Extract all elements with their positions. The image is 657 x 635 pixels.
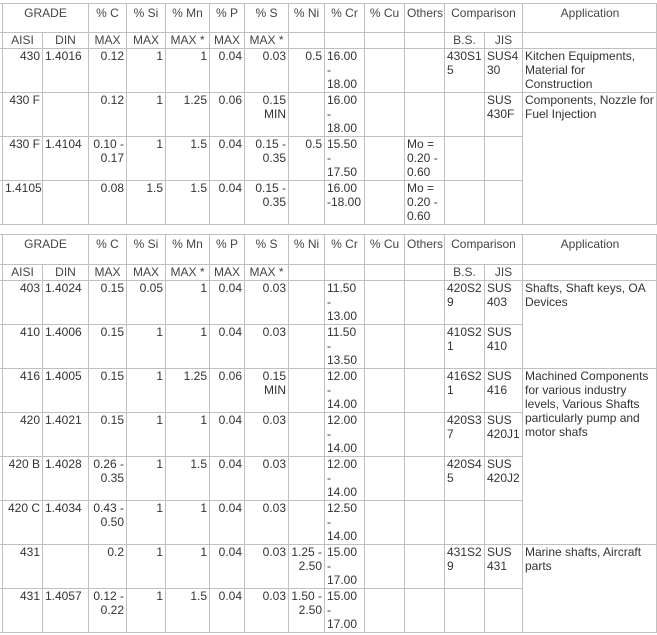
ferritic-cell-din: 1.4104 xyxy=(45,137,82,151)
ferritic-cell-din xyxy=(42,92,88,136)
subheader-cell xyxy=(288,32,324,48)
martensitic-cell-cu xyxy=(364,588,404,632)
grid-line xyxy=(209,234,210,633)
martensitic-cell-cr: 12.00 - 14.00 xyxy=(327,457,358,499)
martensitic-cell-others xyxy=(404,588,444,632)
martensitic-cell-cu xyxy=(364,412,404,456)
martensitic-cell-cu xyxy=(364,280,404,324)
ferritic-cell-cr: 15.50 - 17.50 xyxy=(327,137,358,179)
martensitic-cell-s: 0.15 MIN xyxy=(262,369,286,397)
subheader-cell: MAX xyxy=(94,33,121,47)
grid-line xyxy=(244,234,245,633)
ferritic-cell-c: 0.08 xyxy=(100,181,124,195)
header-p: % P xyxy=(215,6,238,20)
grid-line xyxy=(42,32,43,225)
martensitic-cell-others xyxy=(404,456,444,500)
grid-line xyxy=(42,264,43,633)
martensitic-cell-others xyxy=(404,544,444,588)
martensitic-cell-s: 0.03 xyxy=(262,413,286,427)
subheader-cell xyxy=(522,264,657,280)
martensitic-cell-din xyxy=(42,544,88,588)
ferritic-cell-p: 0.04 xyxy=(218,137,242,151)
ferritic-cell-bs xyxy=(444,136,484,180)
subheader-cell xyxy=(364,32,404,48)
martensitic-cell-cr: 12.00 - 14.00 xyxy=(327,413,358,455)
header-s: % S xyxy=(255,237,278,251)
martensitic-cell-p: 0.04 xyxy=(218,413,242,427)
ferritic-cell-si: 1 xyxy=(156,49,163,63)
martensitic-cell-cr: 11.50 - 13.00 xyxy=(327,281,358,323)
martensitic-application: Shafts, Shaft keys, OA Devices xyxy=(525,281,646,309)
ferritic-cell-others: Mo = 0.20 - 0.60 xyxy=(407,137,438,179)
header-application: Application xyxy=(560,237,620,251)
martensitic-cell-ni xyxy=(288,500,324,544)
ferritic-cell-jis xyxy=(484,136,522,180)
header-application: Application xyxy=(560,6,620,20)
header-comparison: Comparison xyxy=(451,6,516,20)
header-others: Others xyxy=(407,237,444,251)
ferritic-cell-aisi: 430 F xyxy=(9,137,40,151)
martensitic-cell-din: 1.4034 xyxy=(45,501,82,515)
martensitic-cell-aisi: 420 C xyxy=(7,501,40,515)
martensitic-cell-si: 1 xyxy=(156,457,163,471)
martensitic-cell-p: 0.06 xyxy=(218,369,242,383)
header-mn: % Mn xyxy=(172,237,203,251)
ferritic-cell-cr: 16.00 - 18.00 xyxy=(327,49,358,91)
martensitic-cell-jis xyxy=(484,588,522,632)
grid-line xyxy=(88,234,89,633)
grid-line xyxy=(165,3,166,225)
martensitic-cell-mn: 1.5 xyxy=(190,589,207,603)
martensitic-cell-mn: 1 xyxy=(200,413,207,427)
ferritic-cell-p: 0.06 xyxy=(218,93,242,107)
martensitic-cell-jis xyxy=(484,500,522,544)
subheader-cell xyxy=(364,264,404,280)
ferritic-cell-others xyxy=(404,92,444,136)
martensitic-application: Machined Components for various industry levels, Various Shafts particularly pump and motor shafs xyxy=(525,369,649,439)
martensitic-cell-bs: 420S29 xyxy=(447,281,482,309)
martensitic-cell-bs: 420S37 xyxy=(447,413,482,441)
martensitic-cell-p: 0.04 xyxy=(218,457,242,471)
martensitic-cell-mn: 1 xyxy=(200,281,207,295)
ferritic-cell-cr: 16.00 -18.00 xyxy=(327,181,362,209)
martensitic-cell-ni xyxy=(288,280,324,324)
subheader-cell: MAX xyxy=(213,33,240,47)
header-others: Others xyxy=(407,6,444,20)
martensitic-cell-p: 0.04 xyxy=(218,545,242,559)
ferritic-cell-din xyxy=(42,180,88,224)
subheader-cell: MAX xyxy=(132,33,159,47)
grid-line xyxy=(484,32,485,225)
ferritic-cell-ni xyxy=(288,92,324,136)
ferritic-cell-p: 0.04 xyxy=(218,181,242,195)
martensitic-cell-aisi: 420 B xyxy=(8,457,40,471)
grid-line xyxy=(0,280,657,281)
martensitic-cell-si: 0.05 xyxy=(139,281,163,295)
subheader-cell: MAX xyxy=(132,265,159,279)
ferritic-cell-mn: 1.5 xyxy=(190,137,207,151)
ferritic-cell-mn: 1.25 xyxy=(183,93,207,107)
header-mn: % Mn xyxy=(172,6,203,20)
martensitic-cell-din: 1.4024 xyxy=(45,281,82,295)
header-comparison: Comparison xyxy=(451,237,516,251)
martensitic-cell-jis: SUS 403 xyxy=(487,281,512,309)
header-cu: % Cu xyxy=(369,237,400,251)
ferritic-application: Components, Nozzle for Fuel Injection xyxy=(525,93,654,121)
ferritic-cell-s: 0.15 - 0.35 xyxy=(255,181,286,209)
martensitic-cell-aisi: 431 xyxy=(19,589,40,603)
ferritic-cell-s: 0.15 - 0.35 xyxy=(255,137,286,165)
martensitic-cell-aisi: 416 xyxy=(19,369,40,383)
ferritic-cell-s: 0.15 MIN xyxy=(262,93,286,121)
martensitic-cell-bs xyxy=(444,588,484,632)
ferritic-cell-c: 0.12 xyxy=(100,93,124,107)
martensitic-cell-c: 0.12 - 0.22 xyxy=(93,589,124,617)
grid-line xyxy=(522,3,523,225)
subheader-cell: JIS xyxy=(494,33,513,47)
subheader-cell: B.S. xyxy=(453,33,476,47)
ferritic-cell-si: 1.5 xyxy=(146,181,163,195)
martensitic-cell-aisi: 420 xyxy=(19,413,40,427)
ferritic-cell-cu xyxy=(364,180,404,224)
grid-line xyxy=(0,32,657,33)
martensitic-cell-si: 1 xyxy=(156,589,163,603)
martensitic-cell-mn: 1 xyxy=(200,501,207,515)
ferritic-cell-si: 1 xyxy=(156,93,163,107)
header-cr: % Cr xyxy=(331,6,358,20)
martensitic-application: Marine shafts, Aircraft parts xyxy=(525,545,642,573)
martensitic-cell-s: 0.03 xyxy=(262,589,286,603)
grid-line xyxy=(522,632,657,633)
header-s: % S xyxy=(255,6,278,20)
martensitic-cell-bs: 420S45 xyxy=(447,457,482,485)
ferritic-cell-cr: 16.00 - 18.00 xyxy=(327,93,358,135)
martensitic-cell-others xyxy=(404,412,444,456)
ferritic-cell-others: Mo = 0.20 - 0.60 xyxy=(407,181,438,223)
header-ni: % Ni xyxy=(293,6,320,20)
martensitic-cell-din: 1.4005 xyxy=(45,369,82,383)
martensitic-cell-mn: 1 xyxy=(200,545,207,559)
martensitic-cell-cu xyxy=(364,368,404,412)
grid-line xyxy=(2,234,3,633)
martensitic-cell-aisi: 410 xyxy=(19,325,40,339)
grid-line xyxy=(0,264,657,265)
grid-line xyxy=(404,234,405,633)
grid-line xyxy=(209,3,210,225)
martensitic-cell-c: 0.2 xyxy=(107,545,124,559)
martensitic-cell-jis: SUS 410 xyxy=(487,325,512,353)
martensitic-cell-bs: 410S21 xyxy=(447,325,482,353)
subheader-cell: MAX xyxy=(94,265,121,279)
martensitic-cell-si: 1 xyxy=(156,501,163,515)
martensitic-cell-s: 0.03 xyxy=(262,281,286,295)
grid-line xyxy=(522,92,657,93)
grid-line xyxy=(0,48,657,49)
ferritic-cell-aisi: 1.4105 xyxy=(5,181,42,195)
martensitic-cell-si: 1 xyxy=(156,325,163,339)
ferritic-cell-bs xyxy=(444,92,484,136)
martensitic-cell-din: 1.4057 xyxy=(45,589,82,603)
header-grade: GRADE xyxy=(24,237,67,251)
subheader-cell: MAX xyxy=(213,265,240,279)
ferritic-cell-s: 0.03 xyxy=(262,49,286,63)
grid-line xyxy=(444,3,445,225)
ferritic-cell-jis xyxy=(484,180,522,224)
header-c: % C xyxy=(96,6,119,20)
header-si: % Si xyxy=(133,237,159,251)
subheader-cell: DIN xyxy=(55,265,76,279)
martensitic-cell-si: 1 xyxy=(156,369,163,383)
martensitic-cell-bs: 431S29 xyxy=(447,545,482,573)
martensitic-cell-jis: SUS 416 xyxy=(487,369,512,397)
martensitic-cell-c: 0.43 - 0.50 xyxy=(93,501,124,529)
martensitic-cell-ni: 1.50 - 2.50 xyxy=(291,589,322,617)
header-grade: GRADE xyxy=(24,6,67,20)
martensitic-cell-ni xyxy=(288,368,324,412)
martensitic-cell-din: 1.4006 xyxy=(45,325,82,339)
ferritic-cell-mn: 1.5 xyxy=(190,181,207,195)
ferritic-cell-cu xyxy=(364,136,404,180)
martensitic-cell-p: 0.04 xyxy=(218,501,242,515)
martensitic-cell-cu xyxy=(364,324,404,368)
subheader-cell: AISI xyxy=(11,265,34,279)
subheader-cell: AISI xyxy=(11,33,34,47)
martensitic-cell-jis: SUS 420J2 xyxy=(487,457,520,485)
martensitic-cell-si: 1 xyxy=(156,413,163,427)
grid-line xyxy=(364,234,365,633)
header-c: % C xyxy=(96,237,119,251)
grid-line xyxy=(288,234,289,633)
grid-line xyxy=(404,3,405,225)
ferritic-cell-bs xyxy=(444,180,484,224)
martensitic-cell-din: 1.4028 xyxy=(45,457,82,471)
subheader-cell: MAX * xyxy=(249,265,284,279)
ferritic-cell-cu xyxy=(364,92,404,136)
ferritic-cell-others xyxy=(404,48,444,92)
martensitic-cell-mn: 1.5 xyxy=(190,457,207,471)
martensitic-cell-cr: 12.50 - 14.00 xyxy=(327,501,358,543)
martensitic-cell-p: 0.04 xyxy=(218,325,242,339)
martensitic-cell-others xyxy=(404,500,444,544)
subheader-cell xyxy=(522,32,657,48)
ferritic-cell-jis: SUS 430F xyxy=(487,93,515,121)
martensitic-cell-s: 0.03 xyxy=(262,457,286,471)
martensitic-cell-p: 0.04 xyxy=(218,281,242,295)
martensitic-cell-c: 0.15 xyxy=(100,325,124,339)
martensitic-cell-bs: 416S21 xyxy=(447,369,482,397)
martensitic-cell-jis: SUS 431 xyxy=(487,545,512,573)
martensitic-cell-bs xyxy=(444,500,484,544)
martensitic-cell-c: 0.15 xyxy=(100,413,124,427)
martensitic-cell-ni xyxy=(288,324,324,368)
subheader-cell: MAX * xyxy=(249,33,284,47)
grid-line xyxy=(0,234,657,235)
subheader-cell: JIS xyxy=(494,265,513,279)
subheader-cell: DIN xyxy=(55,33,76,47)
grid-line xyxy=(244,3,245,225)
martensitic-cell-cr: 15.00 - 17.00 xyxy=(327,589,358,631)
martensitic-cell-ni xyxy=(288,456,324,500)
subheader-cell xyxy=(404,32,444,48)
grid-line xyxy=(484,264,485,633)
grid-line xyxy=(364,3,365,225)
martensitic-cell-s: 0.03 xyxy=(262,325,286,339)
martensitic-cell-c: 0.26 - 0.35 xyxy=(93,457,124,485)
subheader-cell: B.S. xyxy=(453,265,476,279)
martensitic-cell-c: 0.15 xyxy=(100,369,124,383)
martensitic-cell-cr: 11.50 - 13.50 xyxy=(327,325,358,367)
grid-line xyxy=(288,3,289,225)
martensitic-cell-din: 1.4021 xyxy=(45,413,82,427)
martensitic-cell-s: 0.03 xyxy=(262,501,286,515)
grid-line xyxy=(522,544,657,545)
subheader-cell: MAX * xyxy=(170,33,205,47)
martensitic-cell-jis: SUS 420J1 xyxy=(487,413,520,441)
grid-line xyxy=(126,234,127,633)
subheader-cell: MAX * xyxy=(170,265,205,279)
grid-line xyxy=(444,234,445,633)
martensitic-cell-si: 1 xyxy=(156,545,163,559)
ferritic-cell-p: 0.04 xyxy=(218,49,242,63)
martensitic-cell-c: 0.15 xyxy=(100,281,124,295)
martensitic-cell-aisi: 403 xyxy=(19,281,40,295)
martensitic-cell-others xyxy=(404,280,444,324)
martensitic-cell-mn: 1.25 xyxy=(183,369,207,383)
martensitic-cell-p: 0.04 xyxy=(218,589,242,603)
grid-line xyxy=(522,224,657,225)
ferritic-cell-si: 1 xyxy=(156,137,163,151)
header-cr: % Cr xyxy=(331,237,358,251)
ferritic-cell-aisi: 430 F xyxy=(9,93,40,107)
martensitic-cell-cu xyxy=(364,544,404,588)
header-p: % P xyxy=(215,237,238,251)
grid-line xyxy=(0,3,657,4)
ferritic-application: Kitchen Equipments, Material for Construction xyxy=(525,49,636,91)
martensitic-cell-cu xyxy=(364,456,404,500)
martensitic-cell-aisi: 431 xyxy=(19,545,40,559)
grid-line xyxy=(2,3,3,225)
martensitic-cell-mn: 1 xyxy=(200,325,207,339)
ferritic-cell-bs: 430S15 xyxy=(447,49,482,77)
grid-line xyxy=(522,368,657,369)
grid-line xyxy=(165,234,166,633)
subheader-cell xyxy=(324,32,364,48)
subheader-cell xyxy=(324,264,364,280)
martensitic-cell-cr: 15.00 - 17.00 xyxy=(327,545,358,587)
header-ni: % Ni xyxy=(293,237,320,251)
grid-line xyxy=(522,234,523,633)
header-si: % Si xyxy=(133,6,159,20)
martensitic-cell-ni: 1.25 - 2.50 xyxy=(291,545,322,573)
ferritic-cell-ni: 0.5 xyxy=(305,137,322,151)
subheader-cell xyxy=(288,264,324,280)
ferritic-cell-mn: 1 xyxy=(200,49,207,63)
ferritic-cell-ni: 0.5 xyxy=(305,49,322,63)
ferritic-cell-jis: SUS430 xyxy=(487,49,519,77)
header-cu: % Cu xyxy=(369,6,400,20)
martensitic-cell-cu xyxy=(364,500,404,544)
grid-line xyxy=(324,234,325,633)
ferritic-cell-cu xyxy=(364,48,404,92)
ferritic-cell-aisi: 430 xyxy=(19,49,40,63)
ferritic-cell-c: 0.10 - 0.17 xyxy=(93,137,124,165)
ferritic-cell-din: 1.4016 xyxy=(45,49,82,63)
ferritic-cell-c: 0.12 xyxy=(100,49,124,63)
ferritic-cell-ni xyxy=(288,180,324,224)
martensitic-cell-cr: 12.00 - 14.00 xyxy=(327,369,358,411)
martensitic-cell-ni xyxy=(288,412,324,456)
subheader-cell xyxy=(404,264,444,280)
grid-line xyxy=(126,3,127,225)
martensitic-cell-s: 0.03 xyxy=(262,545,286,559)
martensitic-cell-others xyxy=(404,368,444,412)
grid-line xyxy=(88,3,89,225)
grid-line xyxy=(324,3,325,225)
martensitic-cell-others xyxy=(404,324,444,368)
